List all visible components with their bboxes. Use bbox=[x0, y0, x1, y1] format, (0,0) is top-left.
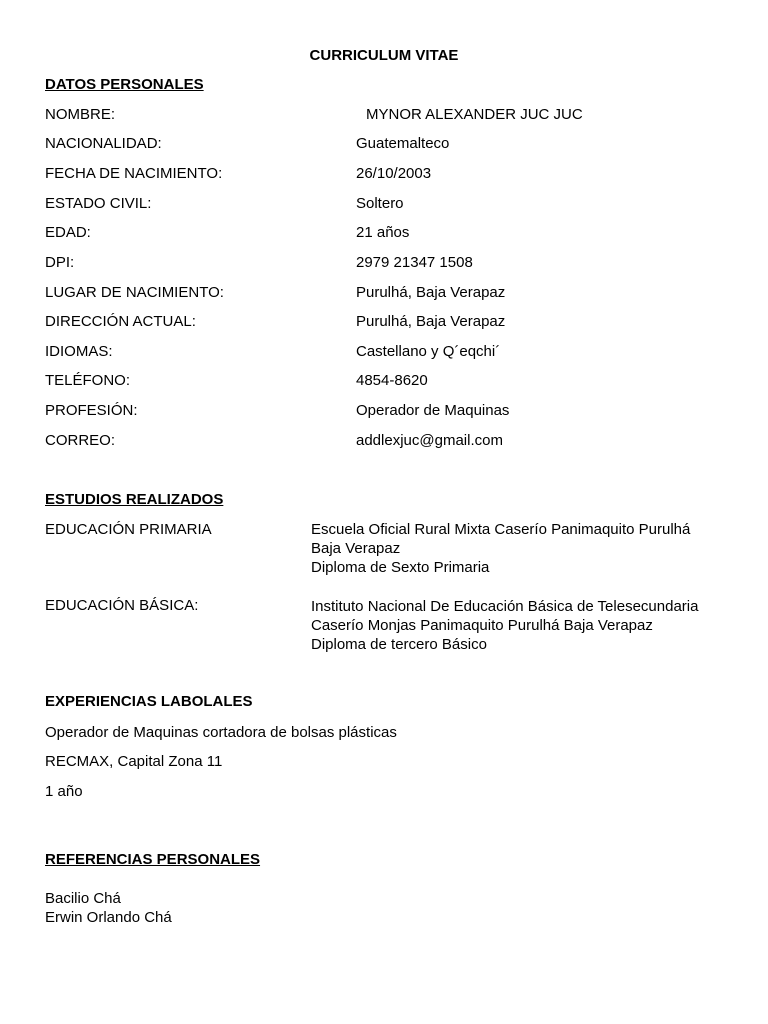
field-value-dpi: 2979 21347 1508 bbox=[356, 254, 473, 271]
field-value-fecha-nacimiento: 26/10/2003 bbox=[356, 165, 432, 182]
document-title: CURRICULUM VITAE bbox=[309, 47, 459, 64]
field-label-profesion: PROFESIÓN: bbox=[45, 402, 138, 419]
reference-name: Erwin Orlando Chá bbox=[45, 909, 172, 926]
study-detail-basica bbox=[311, 597, 698, 654]
field-label-fecha-nacimiento: FECHA DE NACIMIENTO: bbox=[45, 165, 223, 182]
field-value-lugar-nacimiento: Purulhá, Baja Verapaz bbox=[356, 284, 506, 301]
section-heading-personal: DATOS PERSONALES bbox=[45, 76, 204, 93]
field-label-lugar-nacimiento: LUGAR DE NACIMIENTO: bbox=[45, 284, 224, 301]
field-value-profesion: Operador de Maquinas bbox=[356, 402, 510, 419]
study-label-basica: EDUCACIÓN BÁSICA: bbox=[45, 597, 199, 614]
experience-line: RECMAX, Capital Zona 11 bbox=[45, 753, 223, 770]
section-heading-studies: ESTUDIOS REALIZADOS bbox=[45, 491, 224, 508]
field-label-nombre: NOMBRE: bbox=[45, 106, 116, 123]
field-label-idiomas: IDIOMAS: bbox=[45, 343, 113, 360]
field-value-nombre: MYNOR ALEXANDER JUC JUC bbox=[366, 106, 583, 123]
study-line: Diploma de Sexto Primaria bbox=[311, 559, 490, 576]
study-label-primaria: EDUCACIÓN PRIMARIA bbox=[45, 521, 212, 538]
study-line: Escuela Oficial Rural Mixta Caserío Panimaquito Purulhá bbox=[311, 521, 691, 538]
field-value-edad: 21 años bbox=[356, 224, 410, 241]
study-line: Baja Verapaz bbox=[311, 540, 401, 557]
study-line: Caserío Monjas Panimaquito Purulhá Baja Verapaz bbox=[311, 617, 653, 634]
study-line: Instituto Nacional De Educación Básica de Telesecundaria bbox=[311, 598, 699, 615]
study-line: Diploma de tercero Básico bbox=[311, 636, 487, 653]
field-label-telefono: TELÉFONO: bbox=[45, 372, 131, 389]
field-value-nacionalidad: Guatemalteco bbox=[356, 135, 450, 152]
field-label-correo: CORREO: bbox=[45, 432, 116, 449]
field-value-correo: addlexjuc@gmail.com bbox=[356, 432, 503, 449]
field-label-edad: EDAD: bbox=[45, 224, 91, 241]
experience-line: 1 año bbox=[45, 783, 83, 800]
section-heading-experience: EXPERIENCIAS LABOLALES bbox=[45, 693, 253, 710]
field-label-direccion: DIRECCIÓN ACTUAL: bbox=[45, 313, 196, 330]
experience-line: Operador de Maquinas cortadora de bolsas plásticas bbox=[45, 724, 397, 741]
references-list bbox=[45, 889, 172, 927]
reference-name: Bacilio Chá bbox=[45, 890, 121, 907]
field-value-direccion: Purulhá, Baja Verapaz bbox=[356, 313, 506, 330]
field-value-idiomas: Castellano y Q´eqchi´ bbox=[356, 343, 501, 360]
field-value-estado-civil: Soltero bbox=[356, 195, 404, 212]
section-heading-references: REFERENCIAS PERSONALES bbox=[45, 851, 261, 868]
study-detail-primaria bbox=[311, 520, 690, 577]
field-label-nacionalidad: NACIONALIDAD: bbox=[45, 135, 162, 152]
field-value-telefono: 4854-8620 bbox=[356, 372, 428, 389]
field-label-dpi: DPI: bbox=[45, 254, 75, 271]
field-label-estado-civil: ESTADO CIVIL: bbox=[45, 195, 152, 212]
